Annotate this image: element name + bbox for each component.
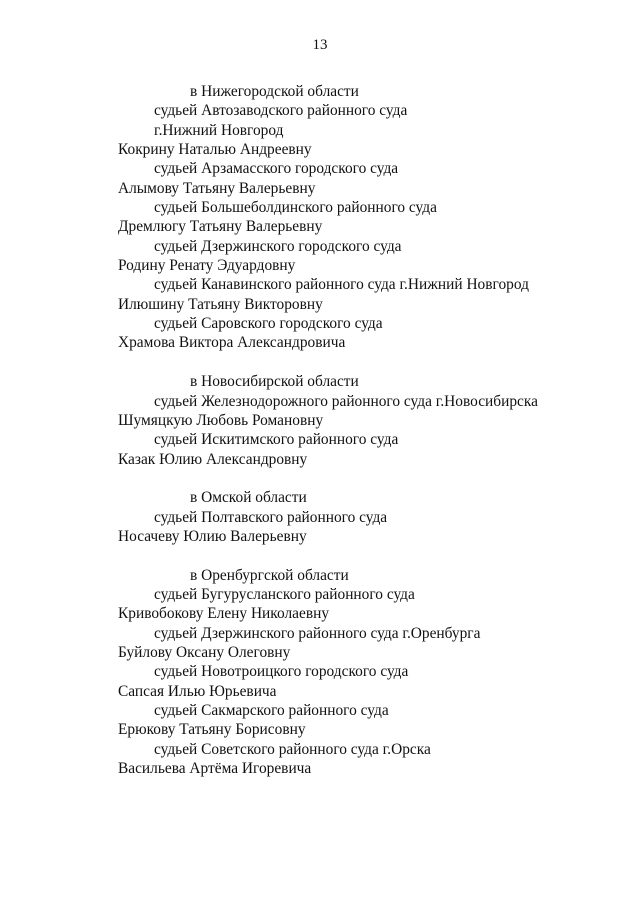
- section-spacer: [118, 353, 618, 372]
- judge-name: Шумяцкую Любовь Романовну: [118, 411, 324, 429]
- judge-name: Алымову Татьяну Валерьевну: [118, 179, 316, 197]
- court-line: судьей Саровского городского суда: [154, 315, 383, 333]
- section-spacer: [118, 469, 618, 488]
- court-line: судьей Искитимского районного суда: [154, 431, 399, 449]
- page-number: 13: [312, 37, 328, 53]
- judge-name: Буйлову Оксану Олеговну: [118, 643, 291, 661]
- judge-name: Дремлюгу Татьяну Валерьевну: [118, 218, 323, 236]
- court-line-continuation: г.Нижний Новгород: [154, 121, 284, 139]
- judge-name: Казак Юлию Александровну: [118, 450, 308, 468]
- judge-name: Храмова Виктора Александровича: [118, 334, 346, 352]
- region-heading: в Нижегородской области: [190, 83, 359, 100]
- court-line: судьей Полтавского районного суда: [154, 508, 388, 526]
- region-heading: в Омской области: [190, 489, 307, 507]
- court-line: судьей Железнодорожного районного суда г.Новосибирска: [154, 392, 538, 410]
- court-line: судьей Новотроицкого городского суда: [154, 663, 409, 681]
- judge-name: Кокрину Наталью Андреевну: [118, 141, 312, 159]
- court-line: судьей Арзамасского городского суда: [154, 160, 399, 178]
- appointments-list: [118, 82, 618, 778]
- court-line: судьей Дзержинского городского суда: [154, 237, 402, 255]
- judge-name: Носачеву Юлию Валерьевну: [118, 527, 307, 545]
- court-line: судьей Дзержинского районного суда г.Оренбурга: [154, 624, 481, 642]
- judge-name: Васильева Артёма Игоревича: [118, 760, 312, 778]
- region-heading: в Оренбургской области: [190, 566, 349, 584]
- court-line: судьей Автозаводского районного суда: [154, 102, 408, 120]
- court-line: судьей Большеболдинского районного суда: [154, 199, 437, 217]
- court-line: судьей Бугурусланского районного суда: [154, 585, 415, 603]
- court-line: судьей Сакмарского районного суда: [154, 702, 389, 719]
- judge-name: Илюшину Татьяну Викторовну: [118, 295, 323, 313]
- court-line: судьей Советского районного суда г.Орска: [154, 740, 431, 758]
- region-heading: в Новосибирской области: [190, 373, 359, 391]
- judge-name: Кривобокову Елену Николаевну: [118, 605, 330, 623]
- court-line: судьей Канавинского районного суда г.Нижний Новгород: [154, 276, 529, 294]
- section-spacer: [118, 546, 618, 565]
- judge-name: Ерюкову Татьяну Борисовну: [118, 721, 306, 739]
- judge-name: Родину Ренату Эдуардовну: [118, 257, 296, 275]
- judge-name: Сапсая Илью Юрьевича: [118, 682, 277, 700]
